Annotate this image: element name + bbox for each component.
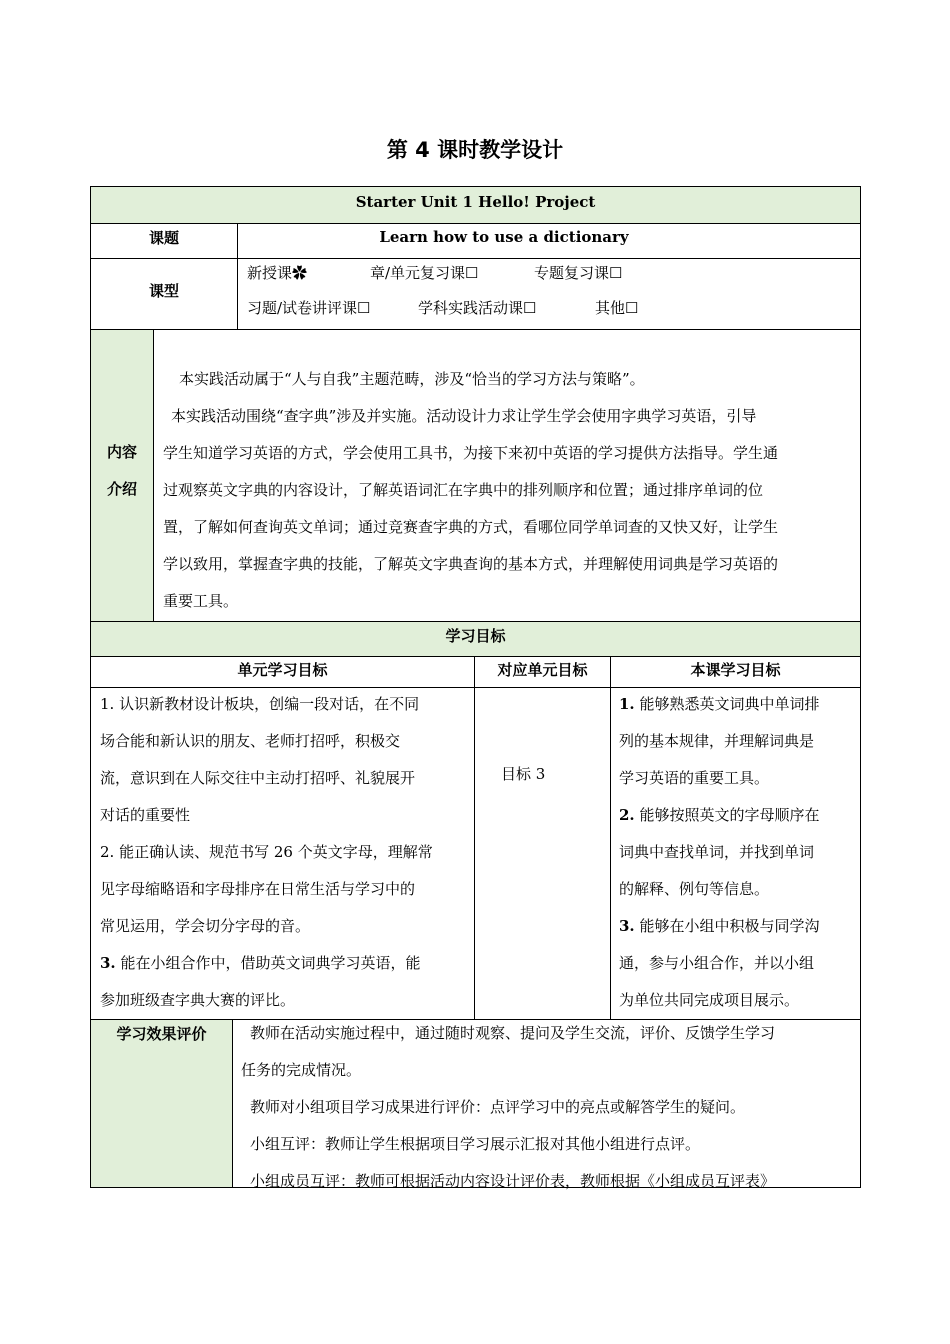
lesson-objective-text: 能够在小组中积极与同学沟: [639, 917, 820, 935]
lesson-type-option: 章/单元复习课☐: [370, 264, 479, 282]
intro-text: [163, 361, 853, 620]
evaluation-line: 任务的完成情况。: [241, 1061, 362, 1079]
unit-objective-line: 场合能和新认识的朋友、老师打招呼，积极交: [100, 732, 401, 750]
intro-line: 重要工具。: [163, 592, 239, 610]
intro-line: 置，了解如何查询英文单词；通过竞赛查字典的方式，看哪位同学单词查的又快又好，让学生: [163, 518, 779, 536]
lesson-objective-line: 为单位共同完成项目展示。: [619, 991, 800, 1009]
col-header-unit: 单元学习目标: [237, 661, 328, 679]
intro-line: 学生知道学习英语的方式，学会使用工具书，为接下来初中英语的学习提供方法指导。学生通: [163, 444, 779, 462]
evaluation-line: 小组互评：教师让学生根据项目学习展示汇报对其他小组进行点评。: [250, 1135, 701, 1153]
unit-objective-line: 见字母缩略语和字母排序在日常生活与学习中的: [100, 880, 416, 898]
lesson-type-option: 其他☐: [595, 299, 639, 317]
topic-value: Learn how to use a dictionary: [379, 228, 629, 246]
lesson-objective-text: 能够按照英文的字母顺序在: [639, 806, 820, 824]
intro-line: 过观察英文字典的内容设计，了解英语词汇在字典中的排列顺序和位置；通过排序单词的位: [163, 481, 764, 499]
evaluation-label: 学习效果评价: [116, 1025, 207, 1043]
table-border: [860, 186, 861, 1188]
lesson-type-option: 习题/试卷讲评课☐: [247, 299, 371, 317]
col-header-lesson: 本课学习目标: [690, 661, 781, 679]
objectives-title: 学习目标: [445, 627, 506, 645]
unit-objective-line: 常见运用，学会切分字母的音。: [100, 917, 311, 935]
unit-objective-line: 2. 能正确认读、规范书写 26 个英文字母，理解常: [100, 843, 433, 861]
unit-objective-text: 能在小组合作中，借助英文词典学习英语，能: [120, 954, 421, 972]
col-header-map: 对应单元目标: [497, 661, 588, 679]
lesson-objective-line: [619, 686, 855, 723]
lesson-objective-line: [619, 908, 855, 945]
unit-objective-line: 流，意识到在人际交往中主动打招呼、礼貌展开: [100, 769, 416, 787]
intro-label-line: 介绍: [106, 480, 137, 498]
lesson-objectives: [619, 686, 855, 1019]
table-border: [610, 656, 611, 1020]
lesson-objective-line: 通，参与小组合作，并以小组: [619, 954, 815, 972]
evaluation-line: 小组成员互评：教师可根据活动内容设计评价表，教师根据《小组成员互评表》: [250, 1172, 776, 1190]
lesson-objective-line: 的解释、例句等信息。: [619, 880, 770, 898]
evaluation-text: [241, 1015, 856, 1200]
unit-objective-line: 1. 认识新教材设计板块，创编一段对话，在不同: [100, 695, 420, 713]
lesson-type-option: 新授课✿: [247, 264, 308, 282]
unit-objective-line: 对话的重要性: [100, 806, 191, 824]
table-border: [153, 329, 154, 622]
intro-label: [91, 434, 153, 508]
lesson-type-option: 学科实践活动课☐: [418, 299, 537, 317]
unit-objective-line: [100, 945, 470, 982]
unit-objective-number: 3.: [100, 954, 116, 972]
lesson-objective-line: 词典中查找单词，并找到单词: [619, 843, 815, 861]
lesson-objective-text: 能够熟悉英文词典中单词排: [639, 695, 820, 713]
lesson-type-label: 课型: [148, 282, 179, 300]
mapped-objective: 目标 3: [501, 765, 546, 783]
lesson-type-option: 专题复习课☐: [534, 264, 623, 282]
lesson-objective-line: 学习英语的重要工具。: [619, 769, 770, 787]
intro-paragraph-1: 本实践活动属于“人与自我”主题范畴，涉及“恰当的学习方法与策略”。: [179, 370, 645, 388]
unit-objectives: [100, 686, 470, 1019]
table-border: [232, 1019, 233, 1188]
table-border: [474, 656, 475, 1020]
intro-line: 学以致用，掌握查字典的技能，了解英文字典查询的基本方式，并理解使用词典是学习英语的: [163, 555, 779, 573]
lesson-objective-number: 3.: [619, 917, 635, 935]
lesson-objective-line: [619, 797, 855, 834]
lesson-objective-line: 列的基本规律，并理解词典是: [619, 732, 815, 750]
table-border: [90, 329, 861, 330]
lesson-objective-number: 1.: [619, 695, 635, 713]
lesson-objective-number: 2.: [619, 806, 635, 824]
page-title: 第 4 课时教学设计: [386, 138, 564, 162]
intro-line: 本实践活动围绕“查字典”涉及并实施。活动设计力求让学生学会使用字典学习英语，引导: [171, 407, 757, 425]
evaluation-line: 教师对小组项目学习成果进行评价：点评学习中的亮点或解答学生的疑问。: [250, 1098, 746, 1116]
unit-objective-line: 参加班级查字典大赛的评比。: [100, 991, 296, 1009]
intro-label-line: 内容: [106, 443, 137, 461]
unit-header: Starter Unit 1 Hello! Project: [355, 193, 596, 211]
evaluation-line: 教师在活动实施过程中，通过随时观察、提问及学生交流，评价、反馈学生学习: [250, 1024, 776, 1042]
topic-label: 课题: [148, 229, 179, 247]
